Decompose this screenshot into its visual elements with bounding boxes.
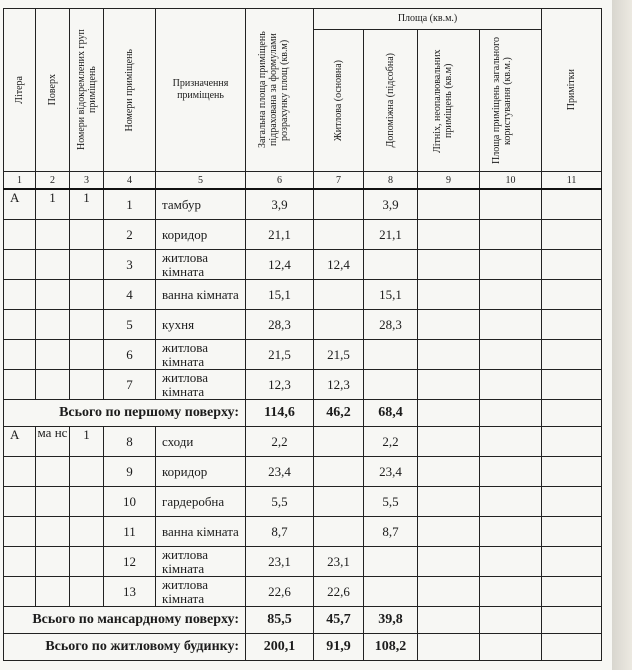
litera-cell	[4, 517, 36, 547]
room-purpose: гардеробна	[156, 487, 246, 517]
room-summer-area	[418, 517, 480, 547]
room-summer-area	[418, 577, 480, 607]
room-number: 6	[104, 340, 156, 370]
total-auxiliary: 39,8	[364, 607, 418, 634]
room-total-area: 8,7	[246, 517, 314, 547]
room-auxiliary-area: 28,3	[364, 310, 418, 340]
total-label: Всього по першому поверху:	[4, 400, 246, 427]
group-cell	[70, 310, 104, 340]
room-purpose: житлова кімната	[156, 370, 246, 400]
total-area: 85,5	[246, 607, 314, 634]
total-living: 46,2	[314, 400, 364, 427]
room-number: 4	[104, 280, 156, 310]
col-number: 1	[4, 172, 36, 190]
total-summer	[418, 607, 480, 634]
litera-cell	[4, 547, 36, 577]
room-number: 1	[104, 189, 156, 220]
room-notes	[542, 189, 602, 220]
room-living-area	[314, 310, 364, 340]
room-total-area: 3,9	[246, 189, 314, 220]
room-purpose: житлова кімната	[156, 577, 246, 607]
room-number: 9	[104, 457, 156, 487]
room-notes	[542, 427, 602, 457]
litera-cell	[4, 487, 36, 517]
room-summer-area	[418, 310, 480, 340]
room-total-area: 23,1	[246, 547, 314, 577]
total-auxiliary: 68,4	[364, 400, 418, 427]
floor-cell	[36, 340, 70, 370]
group-cell: 1	[70, 189, 104, 220]
room-common-area	[480, 517, 542, 547]
room-summer-area	[418, 487, 480, 517]
room-auxiliary-area: 5,5	[364, 487, 418, 517]
room-common-area	[480, 250, 542, 280]
group-cell	[70, 370, 104, 400]
group-cell	[70, 517, 104, 547]
col-number: 8	[364, 172, 418, 190]
room-summer-area	[418, 547, 480, 577]
room-auxiliary-area	[364, 340, 418, 370]
room-auxiliary-area	[364, 370, 418, 400]
group-cell	[70, 577, 104, 607]
floor-cell: 1	[36, 189, 70, 220]
litera-cell	[4, 577, 36, 607]
total-summer	[418, 634, 480, 661]
room-auxiliary-area: 2,2	[364, 427, 418, 457]
room-living-area: 21,5	[314, 340, 364, 370]
total-auxiliary: 108,2	[364, 634, 418, 661]
table-row	[4, 189, 602, 220]
header-auxiliary: Допоміжна (підсобна)	[364, 30, 418, 172]
litera-cell	[4, 340, 36, 370]
room-purpose: кухня	[156, 310, 246, 340]
table-row	[4, 220, 602, 250]
page-edge	[612, 0, 632, 670]
header-floor: Поверх	[36, 9, 70, 172]
room-notes	[542, 250, 602, 280]
total-living: 45,7	[314, 607, 364, 634]
total-area: 114,6	[246, 400, 314, 427]
room-auxiliary-area	[364, 547, 418, 577]
total-common	[480, 607, 542, 634]
room-living-area	[314, 220, 364, 250]
table-row	[4, 250, 602, 280]
table-row	[4, 427, 602, 457]
litera-cell	[4, 220, 36, 250]
room-notes	[542, 280, 602, 310]
room-number: 5	[104, 310, 156, 340]
room-summer-area	[418, 189, 480, 220]
room-notes	[542, 310, 602, 340]
litera-cell	[4, 457, 36, 487]
header-room-numbers: Номери приміщень	[104, 9, 156, 172]
room-living-area	[314, 280, 364, 310]
room-living-area	[314, 189, 364, 220]
litera-cell	[4, 280, 36, 310]
room-common-area	[480, 457, 542, 487]
room-purpose: житлова кімната	[156, 250, 246, 280]
group-cell	[70, 280, 104, 310]
room-living-area: 23,1	[314, 547, 364, 577]
floor-cell	[36, 487, 70, 517]
room-purpose: коридор	[156, 457, 246, 487]
room-common-area	[480, 427, 542, 457]
room-total-area: 22,6	[246, 577, 314, 607]
header-litera: Літера	[4, 9, 36, 172]
table-row	[4, 517, 602, 547]
room-common-area	[480, 487, 542, 517]
room-living-area: 22,6	[314, 577, 364, 607]
total-notes	[542, 400, 602, 427]
room-total-area: 21,1	[246, 220, 314, 250]
room-notes	[542, 340, 602, 370]
room-living-area	[314, 457, 364, 487]
floor-cell	[36, 280, 70, 310]
table-row	[4, 577, 602, 607]
floor-total-row	[4, 607, 602, 634]
total-summer	[418, 400, 480, 427]
room-total-area: 15,1	[246, 280, 314, 310]
header-common: Площа приміщень загального користування (кв.м.)	[480, 30, 542, 172]
room-summer-area	[418, 250, 480, 280]
room-common-area	[480, 220, 542, 250]
room-purpose: коридор	[156, 220, 246, 250]
table-row	[4, 487, 602, 517]
room-number: 8	[104, 427, 156, 457]
header-total-area: Загальна площа приміщень підрахована за формулами розрахунку площ (кв.м)	[246, 9, 314, 172]
column-number-row	[4, 172, 602, 190]
group-cell	[70, 457, 104, 487]
total-label: Всього по мансардному поверху:	[4, 607, 246, 634]
col-number: 11	[542, 172, 602, 190]
area-table	[3, 8, 602, 661]
room-common-area	[480, 280, 542, 310]
col-number: 4	[104, 172, 156, 190]
room-notes	[542, 517, 602, 547]
floor-cell	[36, 517, 70, 547]
table-row	[4, 340, 602, 370]
room-living-area	[314, 427, 364, 457]
room-purpose: ванна кімната	[156, 280, 246, 310]
total-notes	[542, 607, 602, 634]
floor-cell	[36, 547, 70, 577]
total-area: 200,1	[246, 634, 314, 661]
total-living: 91,9	[314, 634, 364, 661]
floor-cell	[36, 457, 70, 487]
table-row	[4, 457, 602, 487]
table-row	[4, 547, 602, 577]
room-summer-area	[418, 340, 480, 370]
header-notes: Примітки	[542, 9, 602, 172]
header-area-group: Площа (кв.м.)	[314, 9, 542, 30]
col-number: 10	[480, 172, 542, 190]
group-cell	[70, 487, 104, 517]
room-total-area: 23,4	[246, 457, 314, 487]
room-purpose: житлова кімната	[156, 547, 246, 577]
room-total-area: 5,5	[246, 487, 314, 517]
header-summer: Літніх, неопалювальних приміщень (кв.м)	[418, 30, 480, 172]
floor-total-row	[4, 400, 602, 427]
floor-cell	[36, 220, 70, 250]
room-number: 13	[104, 577, 156, 607]
room-common-area	[480, 370, 542, 400]
room-auxiliary-area: 15,1	[364, 280, 418, 310]
room-number: 7	[104, 370, 156, 400]
group-cell	[70, 340, 104, 370]
room-number: 12	[104, 547, 156, 577]
total-label: Всього по житловому будинку:	[4, 634, 246, 661]
room-auxiliary-area: 8,7	[364, 517, 418, 547]
room-notes	[542, 487, 602, 517]
litera-cell: А	[4, 427, 36, 457]
col-number: 9	[418, 172, 480, 190]
room-number: 11	[104, 517, 156, 547]
grand-total-row	[4, 634, 602, 661]
group-cell: 1	[70, 427, 104, 457]
total-notes	[542, 634, 602, 661]
room-purpose: житлова кімната	[156, 340, 246, 370]
room-total-area: 28,3	[246, 310, 314, 340]
room-auxiliary-area	[364, 577, 418, 607]
col-number: 3	[70, 172, 104, 190]
room-living-area: 12,4	[314, 250, 364, 280]
litera-cell	[4, 250, 36, 280]
col-number: 5	[156, 172, 246, 190]
room-summer-area	[418, 457, 480, 487]
room-notes	[542, 370, 602, 400]
room-summer-area	[418, 370, 480, 400]
room-summer-area	[418, 280, 480, 310]
group-cell	[70, 220, 104, 250]
room-auxiliary-area	[364, 250, 418, 280]
room-summer-area	[418, 220, 480, 250]
room-notes	[542, 457, 602, 487]
room-number: 2	[104, 220, 156, 250]
room-common-area	[480, 577, 542, 607]
room-living-area: 12,3	[314, 370, 364, 400]
group-cell	[70, 547, 104, 577]
room-notes	[542, 547, 602, 577]
table-row	[4, 310, 602, 340]
room-auxiliary-area: 21,1	[364, 220, 418, 250]
room-number: 3	[104, 250, 156, 280]
room-total-area: 21,5	[246, 340, 314, 370]
col-number: 7	[314, 172, 364, 190]
room-total-area: 2,2	[246, 427, 314, 457]
room-auxiliary-area: 23,4	[364, 457, 418, 487]
table-row	[4, 280, 602, 310]
floor-cell	[36, 310, 70, 340]
room-living-area	[314, 487, 364, 517]
col-number: 2	[36, 172, 70, 190]
room-total-area: 12,3	[246, 370, 314, 400]
col-number: 6	[246, 172, 314, 190]
litera-cell	[4, 310, 36, 340]
room-notes	[542, 220, 602, 250]
room-purpose: ванна кімната	[156, 517, 246, 547]
header-living: Житлова (основна)	[314, 30, 364, 172]
group-cell	[70, 250, 104, 280]
room-living-area	[314, 517, 364, 547]
litera-cell: А	[4, 189, 36, 220]
header-groups: Номери відокремлених груп приміщень	[70, 9, 104, 172]
room-purpose: сходи	[156, 427, 246, 457]
total-common	[480, 634, 542, 661]
room-notes	[542, 577, 602, 607]
floor-cell: ма нс	[36, 427, 70, 457]
floor-cell	[36, 370, 70, 400]
room-common-area	[480, 340, 542, 370]
room-common-area	[480, 310, 542, 340]
room-number: 10	[104, 487, 156, 517]
room-total-area: 12,4	[246, 250, 314, 280]
total-common	[480, 400, 542, 427]
room-purpose: тамбур	[156, 189, 246, 220]
room-common-area	[480, 547, 542, 577]
floor-cell	[36, 577, 70, 607]
litera-cell	[4, 370, 36, 400]
room-summer-area	[418, 427, 480, 457]
header-purpose: Призначення приміщень	[156, 9, 246, 172]
room-auxiliary-area: 3,9	[364, 189, 418, 220]
room-common-area	[480, 189, 542, 220]
table-row	[4, 370, 602, 400]
floor-cell	[36, 250, 70, 280]
